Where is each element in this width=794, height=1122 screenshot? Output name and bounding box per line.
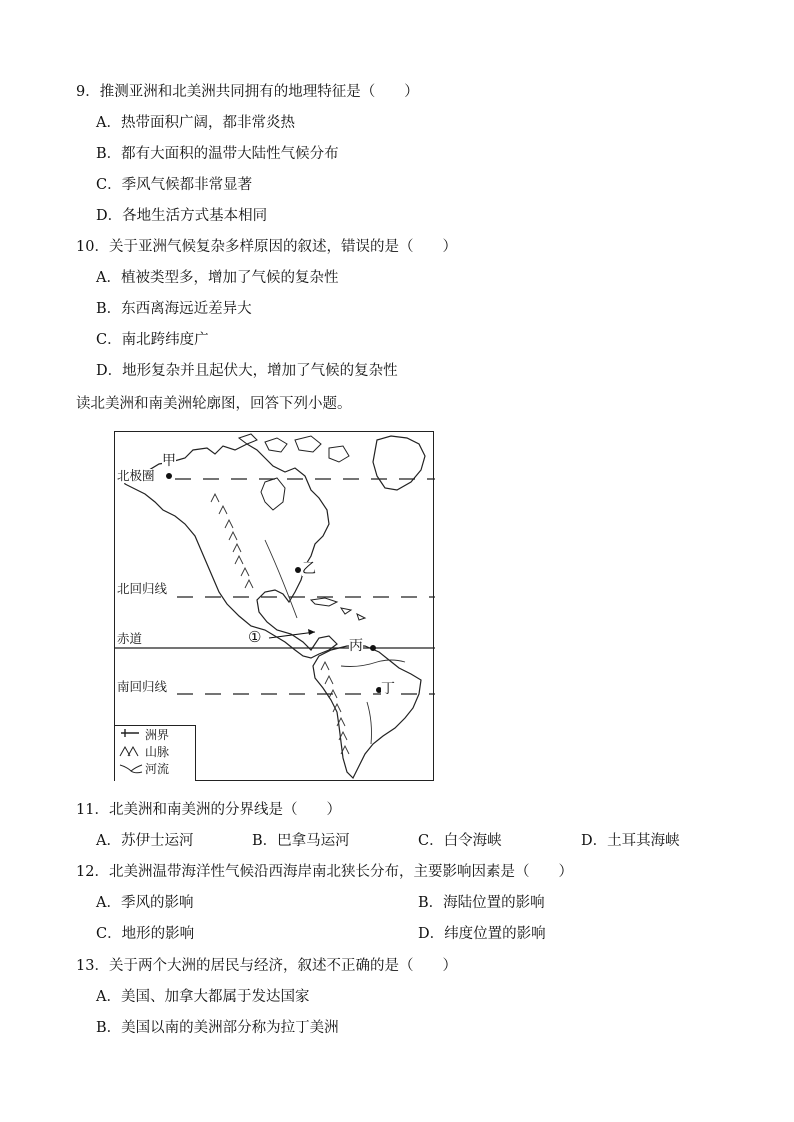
question-12-option-a: A．季风的影响 (96, 895, 194, 911)
point-jia-marker (166, 473, 172, 479)
question-12-stem: 12．北美洲温带海洋性气候沿西海岸南北狭长分布，主要影响因素是（ ） (76, 864, 573, 880)
question-11-option-a: A．苏伊士运河 (96, 833, 194, 849)
question-11-stem: 11．北美洲和南美洲的分界线是（ ） (76, 802, 341, 818)
question-12-option-c: C．地形的影响 (96, 926, 195, 942)
map-legend (115, 725, 196, 781)
legend-mountain-label: 山脉 (145, 745, 170, 759)
point-jia-label: 甲 (162, 453, 176, 469)
hudson-bay (261, 478, 285, 510)
question-13-option-b: B．美国以南的美洲部分称为拉丁美洲 (96, 1020, 339, 1036)
tropic-of-capricorn-label: 南回归线 (117, 679, 168, 694)
point-yi-marker (295, 567, 301, 573)
legend-boundary (119, 728, 169, 742)
point-bing-label: 丙 (349, 638, 363, 654)
question-9-option-a: A．热带面积广阔，都非常炎热 (96, 115, 295, 131)
question-9-stem: 9．推测亚洲和北美洲共同拥有的地理特征是（ ） (76, 84, 419, 100)
question-10-option-a: A．植被类型多，增加了气候的复杂性 (96, 270, 339, 286)
arctic-islands (239, 434, 349, 462)
question-9-option-d: D．各地生活方式基本相同 (96, 208, 268, 224)
map-intro-text: 读北美洲和南美洲轮廓图，回答下列小题。 (76, 396, 352, 412)
legend-boundary-label: 洲界 (145, 728, 170, 742)
greenland-outline (373, 436, 425, 490)
question-11-option-d: D．土耳其海峡 (581, 833, 680, 849)
point-one-label: ① (248, 628, 262, 646)
question-13-stem: 13．关于两个大洲的居民与经济，叙述不正确的是（ ） (76, 958, 457, 974)
legend-river (119, 762, 169, 776)
question-10-stem: 10．关于亚洲气候复杂多样原因的叙述，错误的是（ ） (76, 239, 457, 255)
legend-river-label: 河流 (145, 762, 170, 776)
rocky-mountains (211, 494, 253, 588)
tropic-of-cancer-label: 北回归线 (117, 581, 168, 596)
north-america-outline (123, 444, 337, 658)
question-11-option-c: C．白令海峡 (418, 833, 502, 849)
arrow-head (308, 629, 315, 635)
point-bing-marker (370, 645, 376, 651)
question-11-option-b: B．巴拿马运河 (252, 833, 350, 849)
label-one-arrow (269, 632, 315, 638)
question-10-option-b: B．东西离海远近差异大 (96, 301, 252, 317)
question-10-option-c: C．南北跨纬度广 (96, 332, 209, 348)
caribbean-islands (311, 598, 365, 620)
question-12-option-b: B．海陆位置的影响 (418, 895, 545, 911)
question-9-option-c: C．季风气候都非常显著 (96, 177, 253, 193)
equator-label: 赤道 (117, 631, 143, 646)
legend-mountain (119, 745, 169, 759)
point-yi-label: 乙 (302, 561, 316, 577)
question-12-option-d: D．纬度位置的影响 (418, 926, 546, 942)
americas-outline-map (114, 431, 434, 781)
question-10-option-d: D．地形复杂并且起伏大，增加了气候的复杂性 (96, 363, 398, 379)
point-ding-label: 丁 (381, 681, 395, 697)
south-america-outline (313, 646, 421, 778)
arctic-circle-label: 北极圈 (117, 468, 155, 483)
andes-mountains (321, 662, 349, 754)
question-13-option-a: A．美国、加拿大都属于发达国家 (96, 989, 310, 1005)
question-9-option-b: B．都有大面积的温带大陆性气候分布 (96, 146, 339, 162)
